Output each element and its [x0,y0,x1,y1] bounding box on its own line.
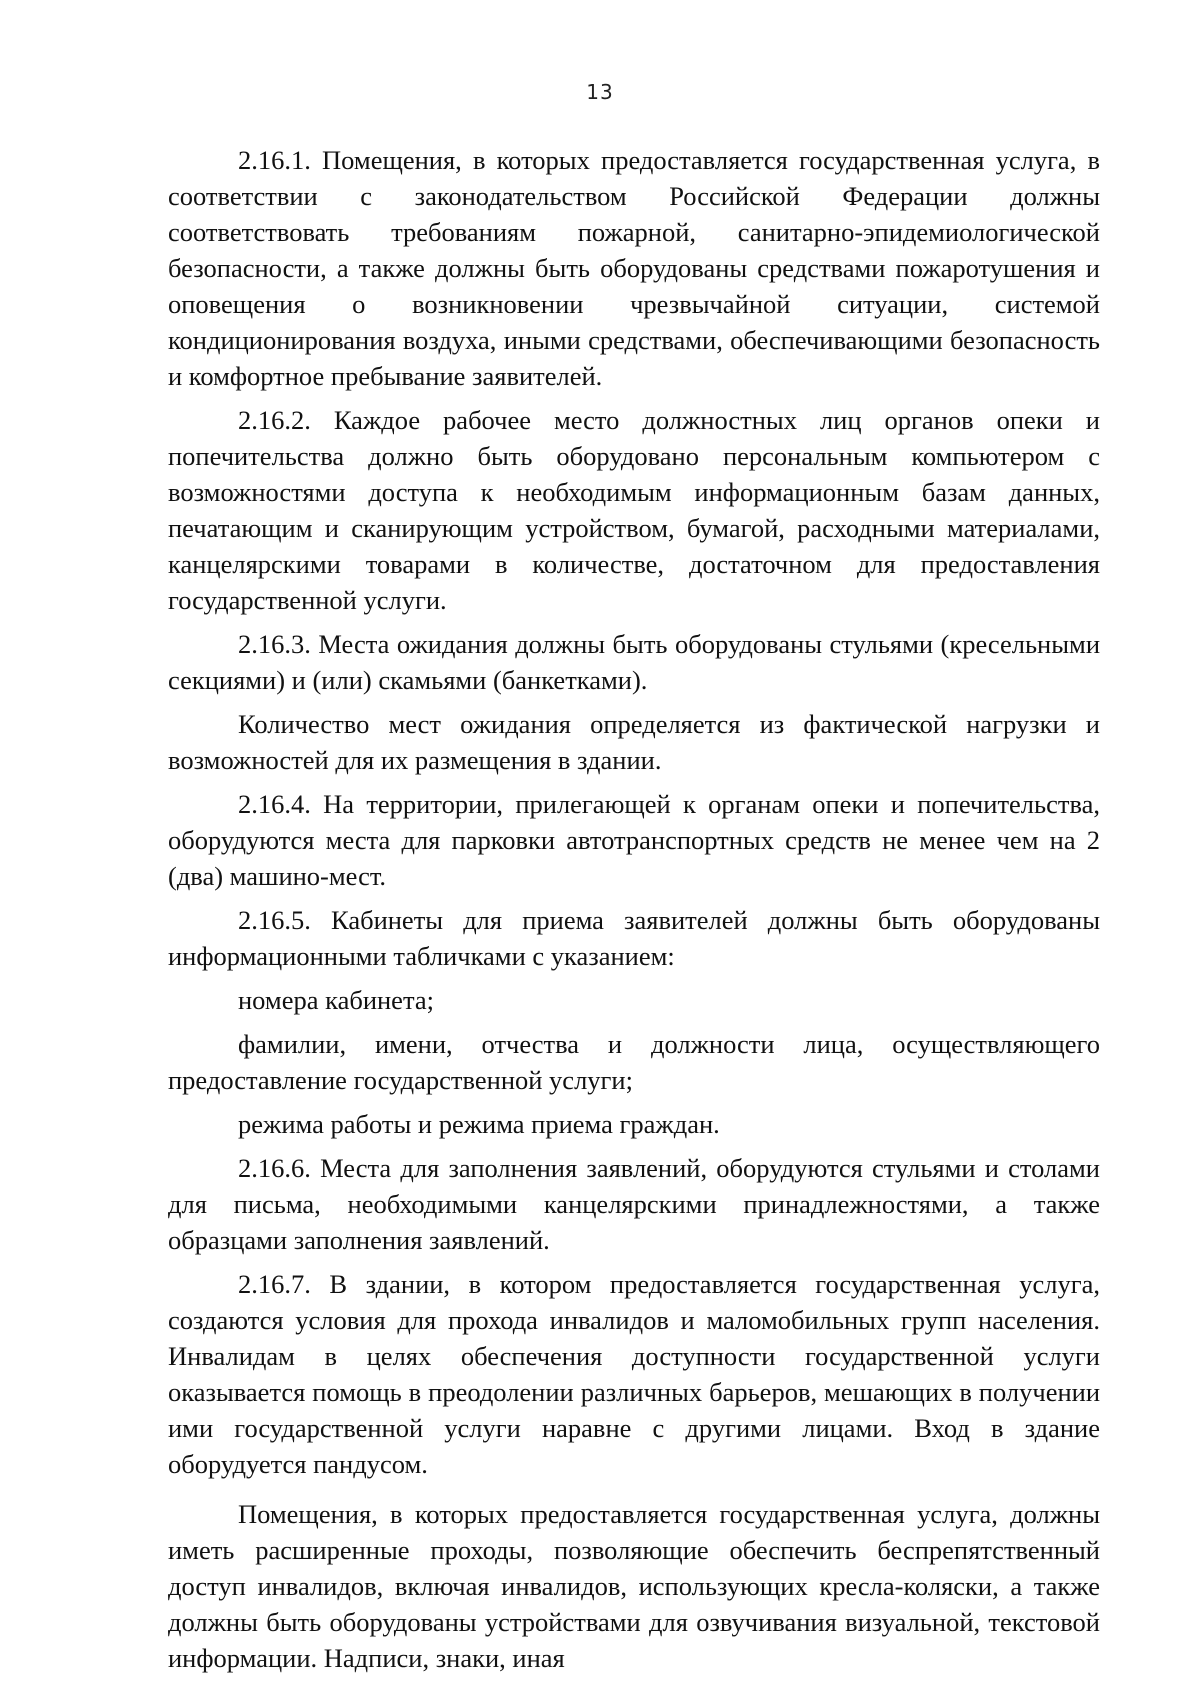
list-item-work-schedule: режима работы и режима приема граждан. [238,1109,720,1139]
paragraph-2-16-4: 2.16.4. На территории, прилегающей к органам опеки и попечительства, оборудуются места для парковки автотранспортных средств не менее чем на 2 (два) машино-мест. [168,789,1100,891]
paragraph-waiting-places-count: Количество мест ожидания определяется из фактической нагрузки и возможностей для их размещения в здании. [168,709,1100,775]
paragraph-2-16-3: 2.16.3. Места ожидания должны быть оборудованы стульями (кресельными секциями) и (или) скамьями (банкетками). [168,629,1100,695]
document-body [168,142,1100,1676]
paragraph-2-16-5: 2.16.5. Кабинеты для приема заявителей должны быть оборудованы информационными табличками с указанием: [168,905,1100,971]
list-item-room-number: номера кабинета; [238,985,434,1015]
paragraph-2-16-6: 2.16.6. Места для заполнения заявлений, оборудуются стульями и столами для письма, необходимыми канцелярскими принадлежностями, а также образцами заполнения заявлений. [168,1153,1100,1255]
page-number: 13 [586,80,614,104]
paragraph-2-16-7: 2.16.7. В здании, в котором предоставляется государственная услуга, создаются условия для прохода инвалидов и маломобильных групп населения. Инвалидам в целях обеспечения доступности государственной услуги оказывается помощь в преодолении различных барьеров, мешающих в получении ими государственной услуги наравне с другими лицами. Вход в здание оборудуется пандусом. [168,1269,1100,1479]
paragraph-2-16-1: 2.16.1. Помещения, в которых предоставляется государственная услуга, в соответствии с законодательством Российской Федерации должны соответствовать требованиям пожарной, санитарно-эпидемиологической безопасности, а также должны быть оборудованы средствами пожаротушения и оповещения о возникновении чрезвычайной ситуации, системой кондиционирования воздуха, иными средствами, обеспечивающими безопасность и комфортное пребывание заявителей. [168,145,1100,391]
paragraph-2-16-2: 2.16.2. Каждое рабочее место должностных лиц органов опеки и попечительства должно быть оборудовано персональным компьютером с возможностями доступа к необходимым информационным базам данных, печатающим и сканирующим устройством, бумагой, расходными материалами, канцелярскими товарами в количестве, достаточном для предоставления государственной услуги. [168,405,1100,615]
paragraph-premises-accessibility: Помещения, в которых предоставляется государственная услуга, должны иметь расширенные проходы, позволяющие обеспечить беспрепятственный доступ инвалидов, включая инвалидов, использующих кресла-коляски, а также должны быть оборудованы устройствами для озвучивания визуальной, текстовой информации. Надписи, знаки, иная [168,1499,1100,1673]
list-item-official-name: фамилии, имени, отчества и должности лица, осуществляющего предоставление государственной услуги; [168,1029,1100,1095]
